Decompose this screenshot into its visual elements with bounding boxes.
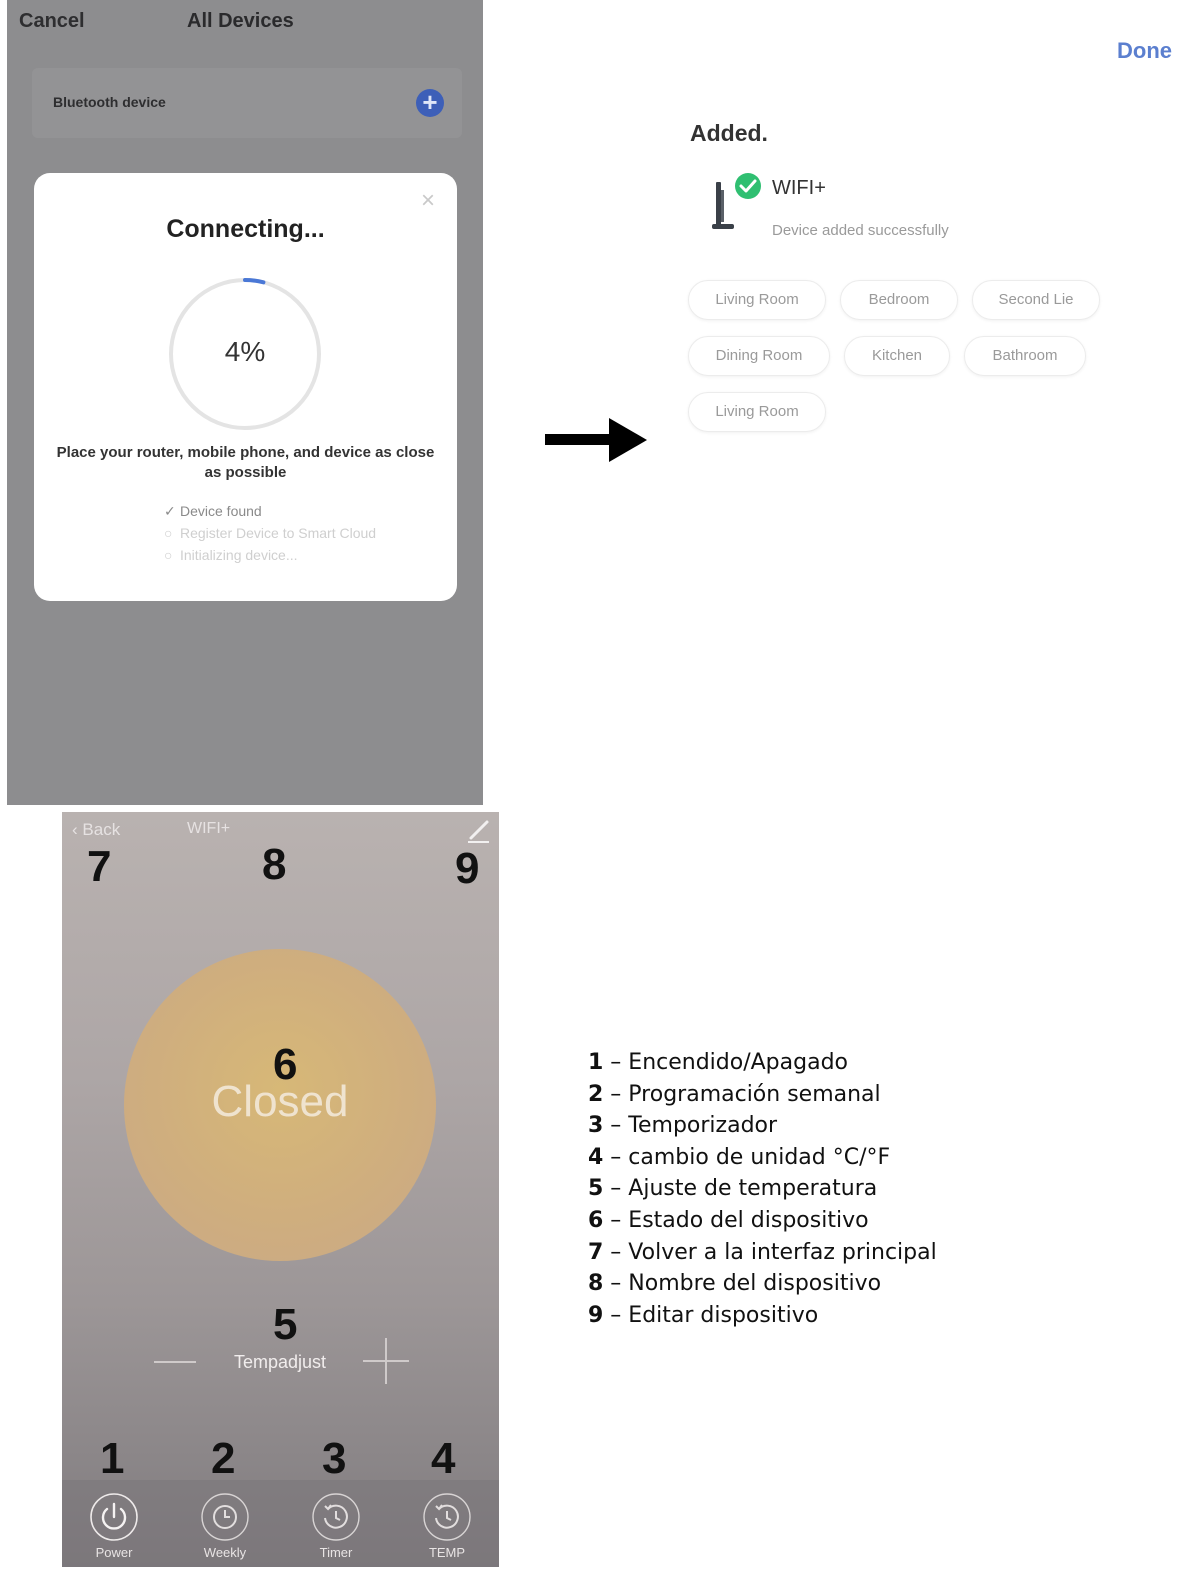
legend-number: 4 bbox=[588, 1144, 604, 1170]
close-icon[interactable]: × bbox=[420, 187, 435, 214]
legend-number: 3 bbox=[588, 1113, 604, 1139]
room-chip[interactable]: Dining Room bbox=[688, 336, 830, 376]
device-name-title: WIFI+ bbox=[187, 820, 231, 837]
timer-icon bbox=[311, 1492, 361, 1542]
temp-unit-button[interactable] bbox=[402, 1492, 492, 1560]
legend-item bbox=[588, 1237, 937, 1269]
legend-text: – Nombre del dispositivo bbox=[603, 1271, 882, 1297]
check-icon: ✓ bbox=[164, 503, 176, 519]
legend-item bbox=[588, 1300, 937, 1332]
legend-number: 2 bbox=[588, 1081, 604, 1107]
clock-icon bbox=[200, 1492, 250, 1542]
circle-icon: ○ bbox=[164, 525, 173, 541]
legend-number: 1 bbox=[588, 1050, 604, 1075]
power-icon bbox=[89, 1492, 139, 1542]
arrow-right-icon bbox=[545, 418, 647, 462]
power-button[interactable] bbox=[69, 1492, 159, 1560]
room-chip[interactable]: Kitchen bbox=[844, 336, 950, 376]
legend-text: – cambio de unidad °C/°F bbox=[603, 1144, 891, 1170]
tempadjust-label: Tempadjust bbox=[233, 1352, 327, 1372]
device-state: Closed bbox=[211, 1077, 349, 1126]
step-label: Register Device to Smart Cloud bbox=[180, 525, 377, 541]
legend-item bbox=[588, 1173, 937, 1205]
top-bar bbox=[7, 0, 483, 45]
done-button[interactable]: Done bbox=[1117, 38, 1172, 63]
modal-title: Connecting... bbox=[166, 215, 325, 243]
legend-item bbox=[588, 1110, 937, 1142]
circle-icon: ○ bbox=[164, 547, 173, 563]
room-chip[interactable]: Second Lie bbox=[972, 280, 1100, 320]
bluetooth-device-row[interactable] bbox=[32, 68, 462, 138]
legend-number: 5 bbox=[588, 1176, 604, 1202]
legend-text: – Editar dispositivo bbox=[603, 1302, 819, 1328]
legend-item bbox=[588, 1142, 937, 1174]
chevron-left-icon: ‹ bbox=[72, 820, 78, 839]
back-button[interactable] bbox=[72, 820, 120, 840]
legend-text: – Ajuste de temperatura bbox=[603, 1176, 878, 1202]
callout-4: 4 bbox=[431, 1434, 456, 1483]
legend-text: – Volver a la interfaz principal bbox=[603, 1239, 937, 1265]
legend-item bbox=[588, 1268, 937, 1300]
timer-label: Timer bbox=[319, 1545, 353, 1560]
bluetooth-device-label: Bluetooth device bbox=[53, 94, 166, 110]
heater-device-icon bbox=[708, 172, 768, 236]
legend-number: 6 bbox=[588, 1207, 604, 1233]
step-register-cloud bbox=[164, 522, 376, 544]
cancel-button[interactable]: Cancel bbox=[19, 10, 85, 32]
room-chip[interactable]: Bathroom bbox=[964, 336, 1086, 376]
callout-5: 5 bbox=[273, 1300, 298, 1349]
temp-increase-button-vertical[interactable] bbox=[385, 1338, 387, 1384]
step-label: Initializing device... bbox=[180, 547, 298, 563]
legend-item bbox=[588, 1205, 937, 1237]
added-screen bbox=[660, 0, 1178, 460]
weekly-button[interactable] bbox=[180, 1492, 270, 1560]
progress-percent: 4% bbox=[224, 336, 266, 367]
success-check-icon bbox=[735, 173, 761, 199]
edit-pencil-icon[interactable] bbox=[465, 818, 491, 844]
room-chip[interactable]: Living Room bbox=[688, 392, 826, 432]
callout-8: 8 bbox=[262, 840, 287, 889]
connecting-modal bbox=[34, 173, 457, 601]
step-device-found bbox=[164, 500, 376, 522]
callout-6: 6 bbox=[273, 1040, 298, 1089]
callout-1: 1 bbox=[100, 1434, 125, 1483]
legend-list bbox=[588, 1047, 937, 1331]
legend-item bbox=[588, 1047, 937, 1079]
legend-text: – Programación semanal bbox=[603, 1081, 881, 1107]
temp-label: TEMP bbox=[428, 1545, 466, 1560]
temp-icon bbox=[422, 1492, 472, 1542]
step-initializing bbox=[164, 544, 376, 566]
callout-3: 3 bbox=[322, 1434, 347, 1483]
connecting-screen bbox=[7, 0, 483, 805]
legend-text: – Estado del dispositivo bbox=[603, 1207, 869, 1233]
connection-steps bbox=[164, 500, 376, 566]
legend-number: 9 bbox=[588, 1302, 604, 1328]
legend-text: – Temporizador bbox=[603, 1113, 778, 1139]
room-chip[interactable]: Living Room bbox=[688, 280, 826, 320]
device-status: Device added successfully bbox=[772, 222, 949, 239]
plus-circle-icon[interactable]: + bbox=[416, 89, 444, 117]
back-label: Back bbox=[82, 820, 121, 839]
callout-7: 7 bbox=[87, 842, 112, 891]
room-chip[interactable]: Bedroom bbox=[840, 280, 958, 320]
placement-message: Place your router, mobile phone, and device as close as possible bbox=[56, 444, 435, 481]
power-label: Power bbox=[95, 1545, 133, 1560]
step-label: Device found bbox=[180, 503, 262, 519]
callout-2: 2 bbox=[211, 1434, 236, 1483]
weekly-label: Weekly bbox=[203, 1545, 247, 1560]
added-heading: Added. bbox=[690, 120, 768, 146]
legend-text: – Encendido/Apagado bbox=[603, 1050, 848, 1075]
timer-button[interactable] bbox=[291, 1492, 381, 1560]
screen-title: All Devices bbox=[187, 10, 294, 32]
legend-item bbox=[588, 1079, 937, 1111]
legend-number: 7 bbox=[588, 1239, 604, 1265]
callout-9: 9 bbox=[455, 844, 480, 893]
legend-number: 8 bbox=[588, 1271, 604, 1297]
device-name: WIFI+ bbox=[772, 177, 826, 199]
